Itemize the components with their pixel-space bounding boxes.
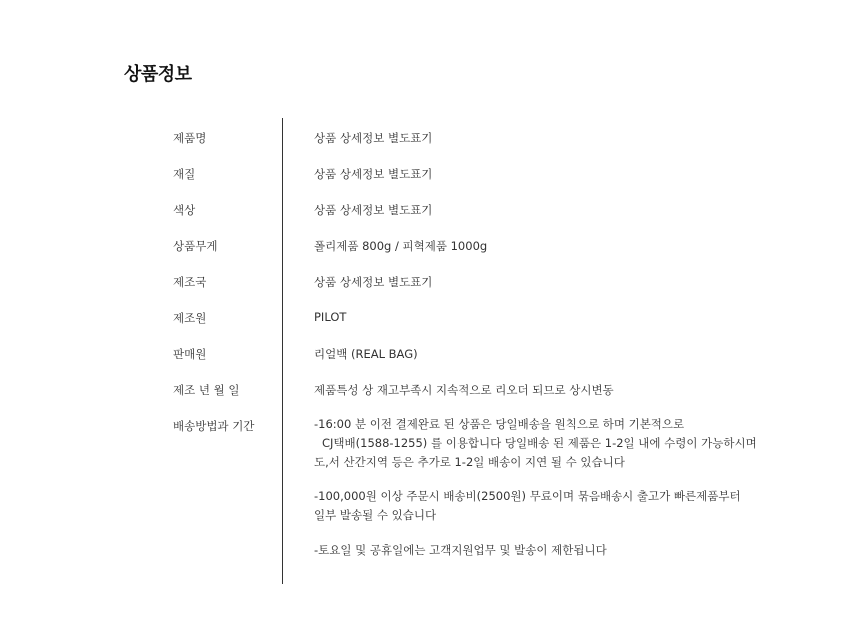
label-weight: 상품무게 xyxy=(173,239,218,253)
label-manufacturer: 제조원 xyxy=(173,311,207,325)
shipping-p3-line1: -토요일 및 공휴일에는 고객지원업무 및 발송이 제한됩니다 xyxy=(314,543,607,557)
shipping-paragraph-3 xyxy=(314,541,607,560)
value-color: 상품 상세정보 별도표기 xyxy=(314,203,433,217)
value-weight: 폴리제품 800g / 피혁제품 1000g xyxy=(314,239,488,253)
shipping-p1-line1: -16:00 분 이전 결제완료 된 상품은 당일배송을 원칙으로 하며 기본적으로 xyxy=(314,417,685,431)
value-product-name: 상품 상세정보 별도표기 xyxy=(314,131,433,145)
label-seller: 판매원 xyxy=(173,347,207,361)
vertical-divider xyxy=(282,118,283,584)
value-manufacture-date: 제품특성 상 재고부족시 지속적으로 리오더 되므로 상시변동 xyxy=(314,383,614,397)
label-material: 재질 xyxy=(173,167,196,181)
value-country: 상품 상세정보 별도표기 xyxy=(314,275,433,289)
shipping-p1-line3: 도,서 산간지역 등은 추가로 1-2일 배송이 지연 될 수 있습니다 xyxy=(314,455,625,469)
label-color: 색상 xyxy=(173,203,196,217)
value-manufacturer: PILOT xyxy=(314,310,347,324)
shipping-p2-line1: -100,000원 이상 주문시 배송비(2500원) 무료이며 묶음배송시 출고가 빠른제품부터 xyxy=(314,489,741,503)
shipping-p1-line2: CJ택배(1588-1255) 를 이용합니다 당일배송 된 제품은 1-2일 내에 수령이 가능하시며 xyxy=(322,436,757,450)
label-shipping: 배송방법과 기간 xyxy=(173,419,255,433)
value-material: 상품 상세정보 별도표기 xyxy=(314,167,433,181)
value-seller: 리얼백 (REAL BAG) xyxy=(314,347,418,361)
shipping-paragraph-2 xyxy=(314,487,741,525)
label-country: 제조국 xyxy=(173,275,207,289)
shipping-p2-line2: 일부 발송될 수 있습니다 xyxy=(314,508,437,522)
page-title: 상품정보 xyxy=(124,64,192,85)
label-product-name: 제품명 xyxy=(173,131,207,145)
label-manufacture-date: 제조 년 월 일 xyxy=(173,383,240,397)
shipping-paragraph-1 xyxy=(314,415,757,472)
